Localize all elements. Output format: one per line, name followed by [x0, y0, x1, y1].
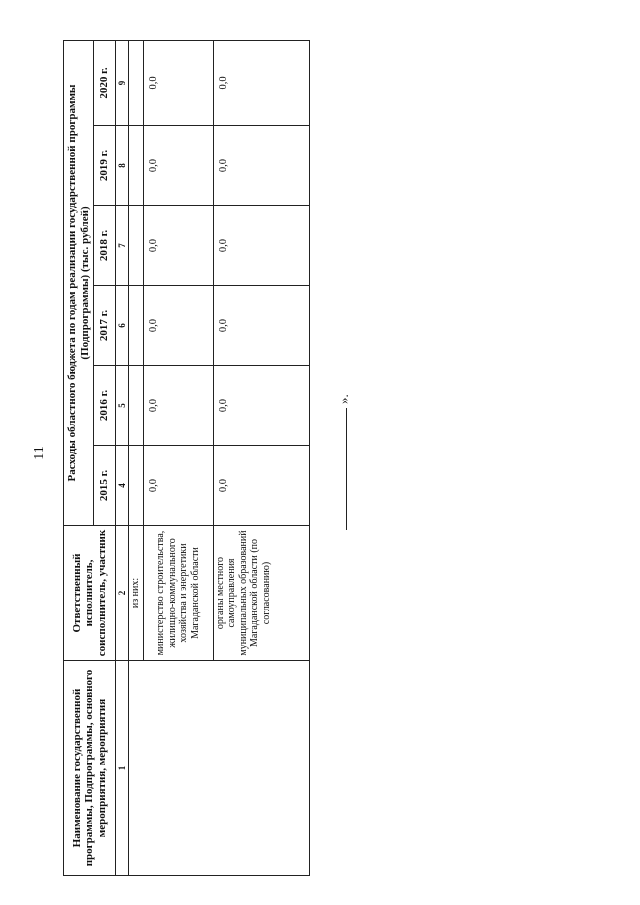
value-cell: 0,0	[213, 125, 309, 205]
budget-table	[63, 41, 308, 876]
value-cell: 0,0	[143, 365, 213, 445]
value-cell	[128, 40, 143, 125]
executor-cell: из них:	[128, 525, 143, 660]
value-cell	[128, 365, 143, 445]
executor-cell: органы местного самоуправления муниципальных образований Магаданской области (по согласованию)	[213, 525, 309, 660]
page-number: 11	[32, 446, 47, 460]
column-number: 6	[115, 285, 128, 365]
value-cell	[128, 285, 143, 365]
header-year: 2017 г.	[93, 285, 115, 365]
column-number: 7	[115, 205, 128, 285]
header-year: 2018 г.	[93, 205, 115, 285]
value-cell: 0,0	[213, 205, 309, 285]
column-number: 8	[115, 125, 128, 205]
header-expenses: Расходы областного бюджета по годам реализации государственной программы (Подпрограммы) (тыс. рублей)	[63, 40, 93, 525]
column-number: 4	[115, 445, 128, 525]
closing-mark: ».	[336, 394, 351, 404]
value-cell: 0,0	[143, 445, 213, 525]
column-number: 1	[115, 660, 128, 875]
column-number: 5	[115, 365, 128, 445]
value-cell: 0,0	[213, 365, 309, 445]
name-cell	[128, 660, 309, 875]
header-year: 2015 г.	[93, 445, 115, 525]
value-cell	[128, 125, 143, 205]
value-cell	[128, 205, 143, 285]
value-cell: 0,0	[213, 445, 309, 525]
header-year: 2016 г.	[93, 365, 115, 445]
executor-cell: министерство строительства, жилищно-коммунального хозяйства и энергетики Магаданской области	[143, 525, 213, 660]
header-name: Наименование государственной программы, Подпрограммы, основного мероприятия, мероприятия	[63, 660, 115, 875]
column-number: 9	[115, 40, 128, 125]
value-cell	[128, 445, 143, 525]
value-cell: 0,0	[213, 285, 309, 365]
closing-line	[336, 380, 350, 530]
value-cell: 0,0	[143, 205, 213, 285]
header-year: 2020 г.	[93, 40, 115, 125]
value-cell: 0,0	[143, 285, 213, 365]
value-cell: 0,0	[213, 40, 309, 125]
value-cell: 0,0	[143, 125, 213, 205]
value-cell: 0,0	[143, 40, 213, 125]
column-number: 2	[115, 525, 128, 660]
closing-rule	[346, 408, 347, 530]
header-executor: Ответственный исполнитель, соисполнитель, участник	[63, 525, 115, 660]
header-year: 2019 г.	[93, 125, 115, 205]
